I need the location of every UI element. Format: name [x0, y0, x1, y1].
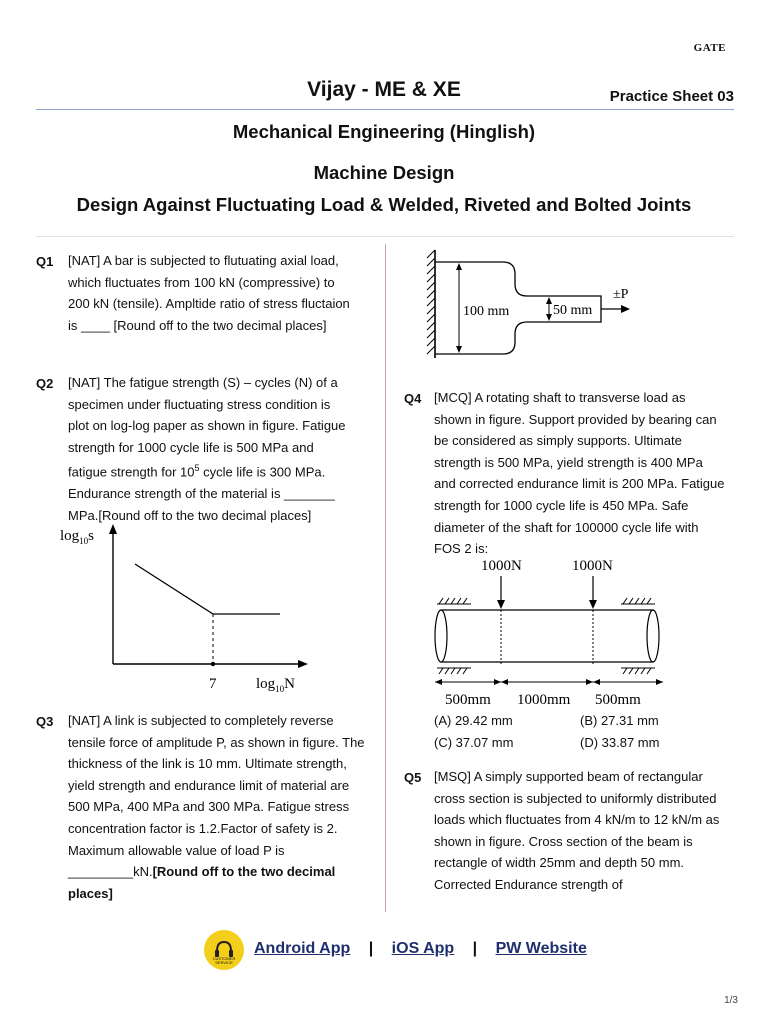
q3-text: [NAT] A link is subjected to completely reverse tensile force of amplitude P, as shown in figure. The thickness of the link is 10 mm. Ultimate strength, yield strength and endurance limit of material are 500 MPa, 400 MPa and 300 MPa. Fatigue stress concentration factor is 1.2.Factor of safety is 2. Maximum allowable value of load P is _________kN.[Round off to the two decimal places]: [68, 713, 365, 901]
section-rule: [36, 236, 734, 237]
q4-option-c: (C) 37.07 mm: [434, 735, 514, 750]
sn-curve-figure: [60, 518, 320, 698]
customer-service-badge[interactable]: [204, 930, 244, 970]
sheet-label: Practice Sheet 03: [609, 88, 734, 105]
badge-text: CUSTOMER SERVICE: [212, 956, 236, 965]
q4-option-d: (D) 33.87 mm: [580, 735, 660, 750]
footer-links: [254, 940, 587, 958]
q4-text: [MCQ] A rotating shaft to transverse load as shown in figure. Support provided by bearing can be considered as simply supports. Ultimate strength is 500 MPa, yield strength is 400 MPa and corrected endurance limit is 200 MPa. Fatigue strength for 1000 cycle life is 450 MPa. Safe diameter of the shaft for 100000 cycle life with FOS 2 is:: [434, 390, 725, 557]
shaft-dim2: 1000mm: [517, 692, 571, 708]
footer-separator: |: [472, 940, 478, 957]
header-rule: [36, 109, 734, 110]
q1-text: [NAT] A bar is subjected to flutuating axial load, which fluctuates from 100 kN (compressive) to 200 kN (tensile). Ampltide ratio of stress fluctaion is ____ [Round off to the two decimal places]: [68, 253, 350, 333]
q3-number: Q3: [36, 714, 54, 729]
page-number: 1/3: [724, 995, 738, 1006]
link-dim-50: 50 mm: [553, 303, 593, 318]
footer-separator: |: [368, 940, 374, 957]
sn-x-label: $\log_{10}N$: [256, 676, 296, 694]
topic-title: Design Against Fluctuating Load & Welded, Riveted and Bolted Joints: [76, 194, 692, 215]
shaft-dim1: 500mm: [445, 692, 491, 708]
q4-number: Q4: [404, 391, 422, 406]
sn-curve-line: [135, 564, 280, 614]
shaft-load2-label: 1000N: [572, 558, 613, 574]
sn-tick-7: 7: [209, 676, 217, 692]
android-app-link[interactable]: Android App: [254, 940, 351, 957]
q2-number: Q2: [36, 376, 54, 391]
q4-option-a: (A) 29.42 mm: [434, 713, 513, 728]
shaft-dim3: 500mm: [595, 692, 641, 708]
q5-number: Q5: [404, 770, 422, 785]
link-dim-100: 100 mm: [463, 304, 510, 319]
subject-title: Mechanical Engineering (Hinglish): [232, 121, 536, 142]
sn-y-label: $\log_{10}s$: [60, 528, 95, 546]
q1-number: Q1: [36, 254, 54, 269]
brand-title: Vijay - ME & XE: [307, 78, 461, 101]
column-divider: [385, 244, 386, 912]
q4-option-b: (B) 27.31 mm: [580, 713, 659, 728]
course-title: Machine Design: [313, 162, 455, 183]
link-load-label: ±P: [613, 287, 629, 302]
q2-text: [NAT] The fatigue strength (S) – cycles (N) of a specimen under fluctuating stress condition is plot on log-log paper as shown in figure. Fatigue strength for 1000 cycle life is 500 MPa and fatigue strength for $10^5$ cycle life is 300 MPa. Endurance strength of the material is _______ MPa.[Round off to the two decimal places]: [68, 375, 346, 523]
pw-website-link[interactable]: PW Website: [495, 940, 587, 957]
shaft-load1-label: 1000N: [481, 558, 522, 574]
shaft-figure: [425, 554, 670, 714]
ios-app-link[interactable]: iOS App: [391, 940, 455, 957]
exam-label: GATE: [693, 42, 726, 54]
q5-text: [MSQ] A simply supported beam of rectangular cross section is subjected to uniformly distributed loads which fluctuates from 4 kN/m to 12 kN/m as shown in figure. Cross section of the beam is rectangle of width 25mm and depth 50 mm. Corrected Endurance strength of: [434, 769, 720, 892]
knee-point: [211, 662, 215, 666]
link-figure: [425, 248, 655, 360]
